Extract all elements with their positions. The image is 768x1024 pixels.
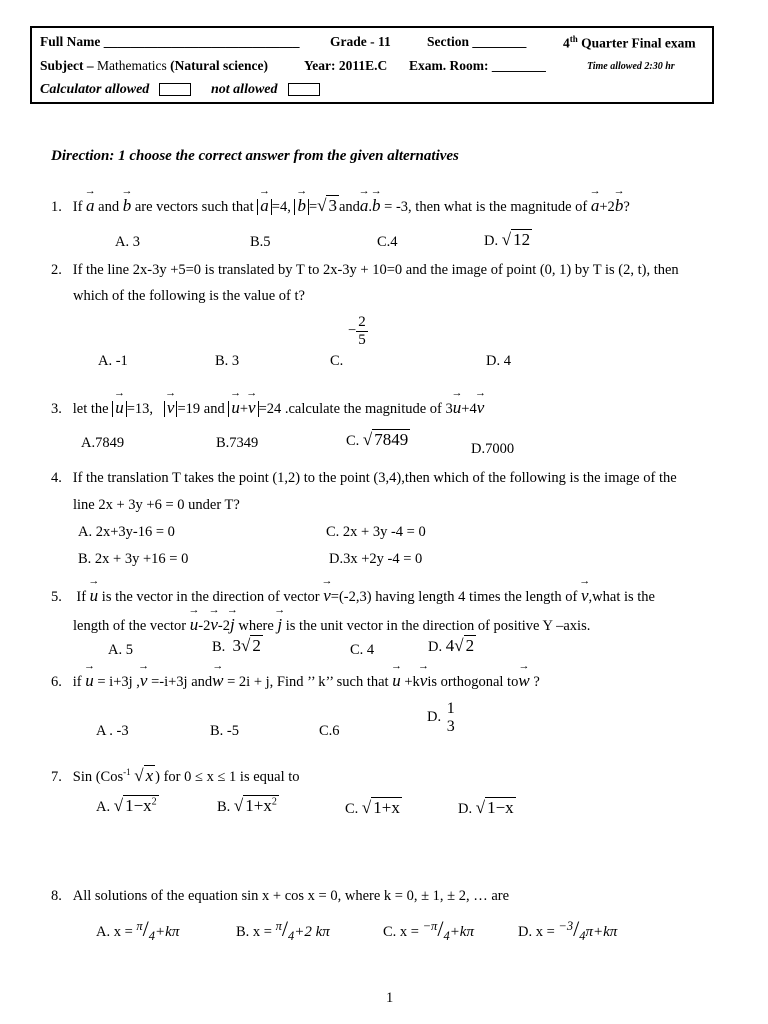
- year-label: Year: 2011E.C: [304, 58, 388, 73]
- q2-option-c: C.: [330, 353, 344, 369]
- q2-option-c-fraction: − $\frac{2}{5}$: [348, 314, 366, 348]
- time-allowed: Time allowed 2:30 hr: [587, 61, 675, 72]
- q2-option-a: A. -1: [98, 353, 128, 369]
- full-name-field: Full Name _____________________________: [40, 34, 300, 49]
- q7-option-b: B. √ $1+x^2$: [217, 796, 277, 815]
- q6-option-c: C.6: [319, 723, 340, 739]
- q3-option-d: D.7000: [471, 441, 515, 457]
- q5-option-c: C. 4: [350, 642, 375, 658]
- q8-option-c: C. $x = ^{-\pi}/_4+k\pi$: [383, 916, 474, 943]
- q1-option-c: C.4: [377, 234, 398, 250]
- question-7: 7. Sin (Cos$^{-1}$ √ x ) for 0 ≤ x ≤ 1 is equal to: [51, 766, 300, 785]
- q1-option-b: B.5: [250, 234, 271, 250]
- question-2: 2. If the line 2x-3y +5=0 is translated by T to 2x-3y + 10=0 and the image of point (0, 1) by T is (2, t), then: [51, 262, 679, 278]
- direction-text: Direction: 1 choose the correct answer from the given alternatives: [51, 148, 459, 164]
- q3-option-a: A.7849: [81, 435, 125, 451]
- question-2-line-2: which of the following is the value of t?: [73, 288, 305, 304]
- exam-room-field: Exam. Room: ________: [409, 58, 546, 73]
- q7-option-d: D. √ 1−x: [458, 798, 514, 817]
- q3-option-c: C. √ 7849: [346, 430, 409, 449]
- question-8: 8. All solutions of the equation sin x + cos x = 0, where k = 0, ± 1, ± 2, … are: [51, 888, 510, 904]
- grade-label: Grade - 11: [330, 34, 391, 49]
- question-3: 3. let the → u =13, → v =19 and → u+→ v =24 .calculate the magnitude of 3→ u+4→ v: [51, 398, 484, 418]
- calculator-allowed-checkbox[interactable]: [159, 83, 191, 96]
- q2-option-b: B. 3: [215, 353, 240, 369]
- calculator-not-allowed-checkbox[interactable]: [288, 83, 320, 96]
- question-6: 6. if → u = i+3j ,→ v =-i+3j and→ w = 2i + j, Find ’’ k’’ such that → u +k→ vis orthogonal to→ w ?: [51, 671, 540, 691]
- q5-option-a: A. 5: [108, 642, 133, 658]
- q8-option-a: A. $x = ^\pi/_4+k\pi$: [96, 916, 180, 943]
- q6-option-b: B. -5: [210, 723, 239, 739]
- section-field: Section ________: [427, 34, 527, 49]
- calculator-allowed: Calculator allowed: [40, 82, 191, 98]
- subject-line: Subject – Mathematics (Natural science): [40, 58, 268, 73]
- q6-option-d: D. 1 3: [427, 700, 455, 735]
- page-number: 1: [386, 990, 394, 1006]
- question-4-line-2: line 2x + 3y +6 = 0 under T?: [73, 497, 240, 513]
- q6-option-a: A . -3: [96, 723, 129, 739]
- q4-option-c: C. 2x + 3y -4 = 0: [326, 524, 426, 540]
- q7-option-a: A. √ $1-x^2$: [96, 796, 157, 815]
- exam-title: 4th Quarter Final exam: [563, 34, 696, 51]
- q1-option-d: D. √ 12: [484, 230, 531, 249]
- q8-option-b: B. $x = ^\pi/_4+2$ kπ: [236, 916, 330, 943]
- q5-option-d: D. 4√ 2: [428, 636, 475, 655]
- q3-option-b: B.7349: [216, 435, 259, 451]
- q8-option-d: D. $x = ^{-3}/_4\pi+k\pi$: [518, 916, 618, 943]
- q4-option-a: A. 2x+3y-16 = 0: [78, 524, 175, 540]
- question-4: 4. If the translation T takes the point (1,2) to the point (3,4),then which of the following is the image of the: [51, 470, 677, 486]
- calculator-not-allowed: not allowed: [211, 82, 320, 98]
- question-5: 5. If → u is the vector in the direction of vector → v=(-2,3) having length 4 times the length of → v,what is the: [51, 586, 655, 606]
- q4-option-d: D.3x +2y -4 = 0: [329, 551, 423, 567]
- question-5-line-2: length of the vector → u-2→ v-2→ j where → j is the unit vector in the direction of positive Y –axis.: [73, 615, 590, 635]
- q4-option-b: B. 2x + 3y +16 = 0: [78, 551, 189, 567]
- q1-option-a: A. 3: [115, 234, 140, 250]
- q7-option-c: C. √ 1+x: [345, 798, 400, 817]
- q2-option-d: D. 4: [486, 353, 511, 369]
- q5-option-b: B. 3√ 2: [212, 636, 261, 655]
- question-1: 1. If → a and → b are vectors such that → a =4, → b =√ 3 and→ a.→ b = -3, then what is the magnitude of → a+2→ b?: [51, 196, 630, 216]
